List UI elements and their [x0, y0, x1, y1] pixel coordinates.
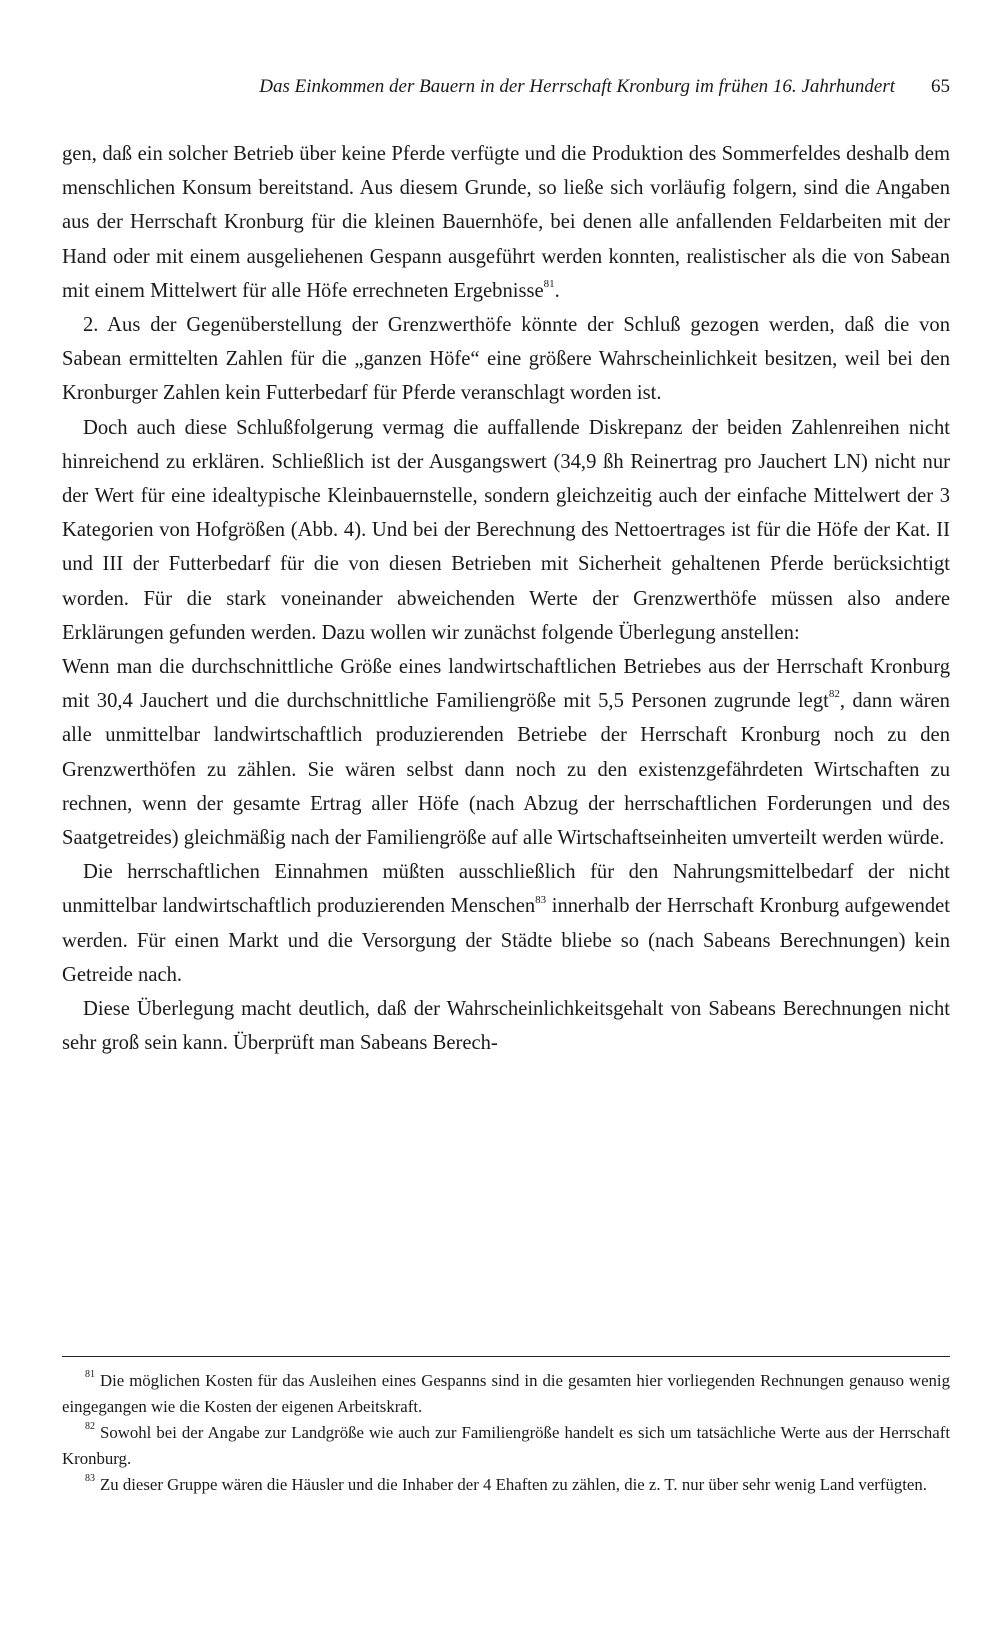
running-title: Das Einkommen der Bauern in der Herrschaft Kronburg im frühen 16. Jahrhundert — [259, 76, 895, 97]
paragraph-5-text-a: Die herrschaftlichen Einnahmen müßten ausschließlich für den Nahrungsmittelbedarf der nicht unmittelbar landwirtschaftlich produzierenden Menschen — [62, 861, 950, 918]
footnote-number: 82 — [85, 1421, 95, 1433]
paragraph-6: Diese Überlegung macht deutlich, daß der Wahrscheinlichkeitsgehalt von Sabeans Berechnungen nicht sehr groß sein kann. Überprüft man Sabeans Berech- — [62, 998, 950, 1055]
footnote-83 — [62, 1472, 950, 1498]
footnote-number: 83 — [85, 1473, 95, 1485]
paragraph-4-text-b: , dann wären alle unmittelbar landwirtschaftlich produzierenden Betriebe der Herrschaft Kronburg noch zu den Grenzwerthöfen zu zählen. Sie wären selbst dann noch zu den existenzgefährdeten Wirtschaften zu rechnen, wenn der gesamte Ertrag aller Höfe (nach Abzug der herrschaftlichen Forderungen und des Saatgetreides) gleichmäßig nach der Familiengröße auf alle Wirtschaftseinheiten umverteilt werden würde. — [62, 690, 950, 850]
paragraph-1-text-a: gen, daß ein solcher Betrieb über keine Pferde verfügte und die Produktion des Sommerfeldes deshalb dem menschlichen Konsum bereitstand. Aus diesem Grunde, so ließe sich vorläufig folgern, sind die Angaben aus der Herrschaft Kronburg für die kleinen Bauernhöfe, bei denen alle anfallenden Feldarbeiten mit der Hand oder mit einem ausgeliehenen Gespann ausgeführt werden konnten, realistischer als die von Sabean mit einem Mittelwert für alle Höfe errechneten Ergebnisse — [62, 143, 950, 302]
body-text — [62, 137, 950, 1060]
paragraph-4 — [62, 650, 950, 855]
paragraph-5-text-b: innerhalb der Herrschaft Kronburg aufgewendet werden. Für einen Markt und die Versorgung der Städte bliebe so (nach Sabeans Berechnungen) kein Getreide nach. — [62, 895, 951, 986]
paragraph-5 — [62, 855, 950, 992]
paragraph-2: 2. Aus der Gegenüberstellung der Grenzwerthöfe könnte der Schluß gezogen werden, daß die von Sabean ermittelten Zahlen für die „ganzen Höfe“ eine größere Wahrscheinlichkeit besitzen, weil bei den Kronburger Zahlen kein Futterbedarf für Pferde veranschlagt worden ist. — [62, 314, 950, 405]
footnote-ref-83: 83 — [535, 893, 547, 906]
footnote-text: Die möglichen Kosten für das Ausleihen eines Gespanns sind in die gesamten hier vorliegenden Rechnungen genauso wenig eingegangen wie die Kosten der eigenen Arbeitskraft. — [62, 1371, 950, 1416]
footnote-text: Sowohl bei der Angabe zur Landgröße wie auch zur Familiengröße handelt es sich um tatsächliche Werte aus der Herrschaft Kronburg. — [62, 1423, 950, 1468]
footnote-divider — [62, 1356, 950, 1357]
page-number: 65 — [931, 76, 950, 97]
footnote-ref-82: 82 — [828, 688, 840, 701]
paragraph-3: Doch auch diese Schlußfolgerung vermag die auffallende Diskrepanz der beiden Zahlenreihen nicht hinreichend zu erklären. Schließlich ist der Ausgangswert (34,9 ßh Reinertrag pro Jauchert LN) nicht nur der Wert für eine idealtypische Kleinbauernstelle, sondern gleichzeitig auch der einfache Mittelwert der 3 Kategorien von Hofgrößen (Abb. 4). Und bei der Berechnung des Nettoertrages ist für die Höfe der Kat. II und III der Futterbedarf für die von diesen Betrieben mit Sicherheit gehaltenen Pferde berücksichtigt worden. Für die stark voneinander abweichenden Werte der Grenzwerthöfe müssen also andere Erklärungen gefunden werden. Dazu wollen wir zunächst folgende Überlegung anstellen: — [62, 416, 950, 644]
footnotes — [62, 1368, 950, 1499]
footnote-text: Zu dieser Gruppe wären die Häusler und die Inhaber der 4 Ehaften zu zählen, die z. T. nur über sehr wenig Land verfügten. — [100, 1475, 927, 1494]
footnote-ref-81: 81 — [543, 277, 555, 290]
footnote-81 — [62, 1368, 950, 1419]
paragraph-1-text-b: . — [554, 279, 560, 302]
footnote-number: 81 — [85, 1369, 95, 1381]
paragraph-1 — [62, 137, 950, 308]
footnote-82 — [62, 1420, 950, 1471]
paragraph-4-text-a: Wenn man die durchschnittliche Größe eines landwirtschaftlichen Betriebes aus der Herrschaft Kronburg mit 30,4 Jauchert und die durchschnittliche Familiengröße mit 5,5 Personen zugrunde legt — [62, 656, 950, 713]
